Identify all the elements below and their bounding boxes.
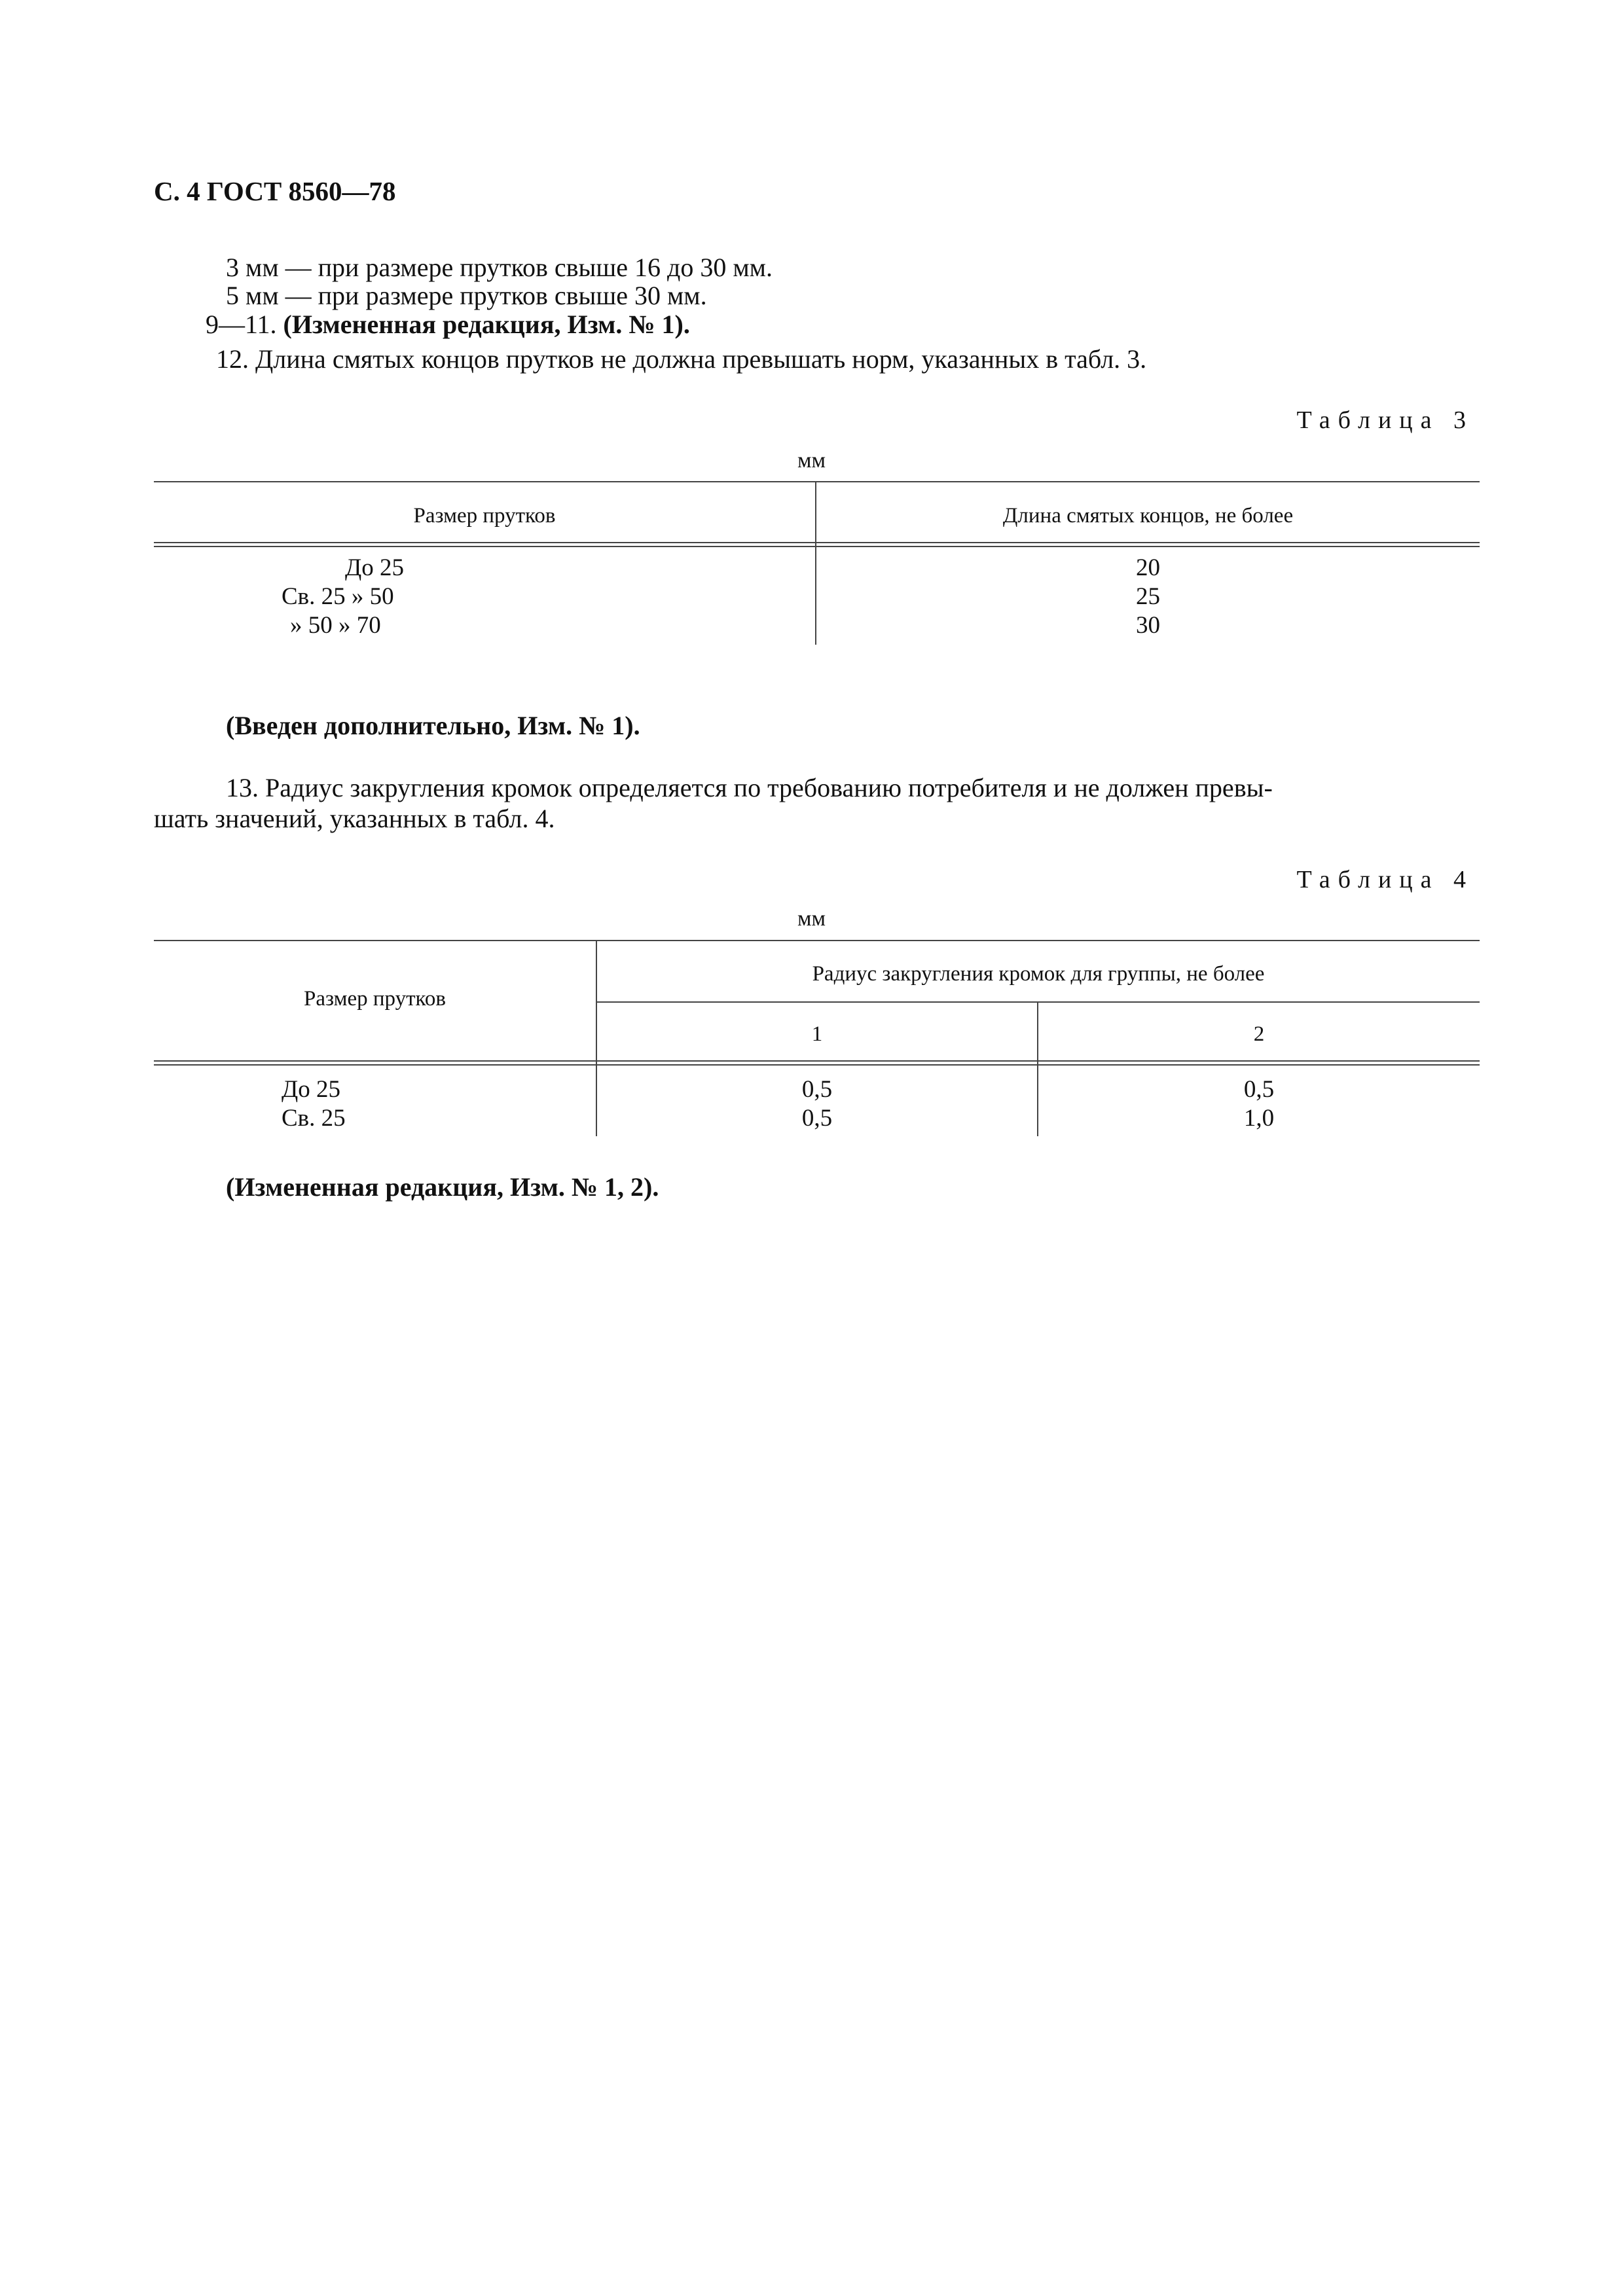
item-9-11-note: (Измененная редакция, Изм. № 1).	[283, 310, 690, 339]
table3-cell-length: 25	[1136, 583, 1160, 610]
table4-header-group-1: 1	[811, 1022, 823, 1046]
table3-top-rule	[154, 481, 1480, 482]
intro-line-2: 5 мм — при размере прутков свыше 30 мм.	[226, 281, 707, 310]
table4-note: (Измененная редакция, Изм. № 1, 2).	[226, 1172, 659, 1202]
table3-cell-size: » 50 » 70	[290, 612, 381, 639]
table3-cell-length: 30	[1136, 612, 1160, 639]
table4-cell-group-1: 0,5	[801, 1076, 833, 1103]
table4-cell-group-1: 0,5	[801, 1105, 833, 1132]
table3-header-size: Размер прутков	[413, 504, 556, 528]
table4-subheader-rule	[597, 1001, 1480, 1003]
item-13-line-2: шать значений, указанных в табл. 4.	[154, 804, 555, 833]
item-12: 12. Длина смятых концов прутков не должна превышать норм, указанных в табл. 3.	[216, 344, 1147, 374]
table3-cell-length: 20	[1136, 554, 1160, 581]
table4-unit: мм	[797, 906, 826, 931]
table3-cell-size: До 25	[345, 554, 404, 581]
table4-cell-group-2: 0,5	[1243, 1076, 1275, 1103]
table3-note: (Введен дополнительно, Изм. № 1).	[226, 711, 640, 740]
table4-header-group-2: 2	[1253, 1022, 1265, 1046]
table4-caption: Таблица 4	[1296, 866, 1474, 893]
table4-header-radius: Радиус закругления кромок для группы, не более	[812, 962, 1265, 986]
table3-header-length: Длина смятых концов, не более	[1002, 504, 1294, 528]
item-9-11-number: 9—11.	[206, 310, 277, 339]
table3-cell-size: Св. 25 » 50	[282, 583, 394, 610]
table3-unit: мм	[797, 448, 826, 473]
table3-caption: Таблица 3	[1296, 406, 1474, 434]
table4-header-size: Размер прутков	[304, 987, 446, 1011]
table4-cell-size: До 25	[282, 1076, 340, 1103]
table4-cell-group-2: 1,0	[1243, 1105, 1275, 1132]
table3-header-rule	[154, 542, 1480, 547]
intro-line-1: 3 мм — при размере прутков свыше 16 до 30 мм.	[226, 253, 773, 282]
page-header: С. 4 ГОСТ 8560—78	[154, 176, 396, 206]
item-9-11	[206, 309, 690, 340]
item-13-line-1: 13. Радиус закругления кромок определяется по требованию потребителя и не должен превы-	[226, 773, 1273, 802]
table4-top-rule	[154, 940, 1480, 941]
table4-header-rule	[154, 1060, 1480, 1066]
table4-cell-size: Св. 25	[282, 1105, 346, 1132]
